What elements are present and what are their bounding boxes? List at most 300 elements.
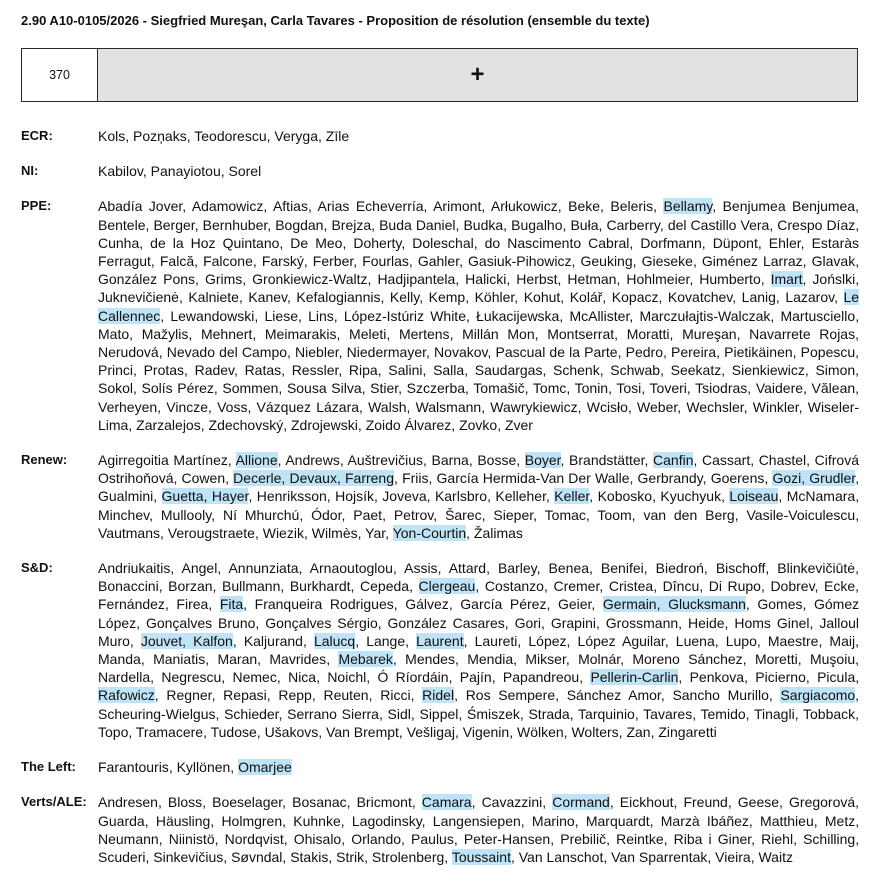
highlighted-names	[525, 452, 561, 468]
member-name: Scheuring-Wielgus	[98, 705, 216, 722]
member-name: Toom	[597, 506, 632, 523]
member-name: Minchev	[98, 506, 150, 523]
member-name: Pozņaks	[133, 128, 187, 144]
member-name: Doleschal	[412, 234, 474, 251]
member-name: Maij	[829, 632, 856, 649]
member-name: Pellerin-Carlin	[590, 669, 679, 686]
member-name: Kuhnke	[293, 812, 341, 829]
member-name: Sorel	[228, 163, 262, 180]
member-name: Agirregoitia Martínez	[98, 452, 228, 469]
member-name: Guarda	[98, 812, 145, 829]
member-name: Weber	[637, 398, 678, 415]
member-name: McAllister	[569, 307, 630, 324]
member-name: Andresen	[98, 794, 158, 811]
member-name: Navarrete Rojas	[749, 325, 856, 342]
member-name: Petrov	[393, 506, 434, 523]
member-name: Grudler	[809, 470, 856, 487]
member-name: Paet	[353, 506, 383, 523]
member-name: Tudose	[210, 723, 257, 740]
member-name: Nevado del Campo	[166, 344, 288, 361]
group-row	[21, 127, 859, 145]
member-name: Śmiszek	[466, 705, 520, 722]
member-name: Metz	[824, 812, 856, 829]
member-name: Peter-Hansen	[463, 830, 551, 847]
member-name: Jońslki	[812, 271, 856, 288]
member-name: Gonçalves Bruno	[145, 614, 256, 631]
member-name: Picula	[817, 669, 856, 686]
member-name: Montserrat	[547, 325, 615, 342]
member-name: Pietikäinen	[724, 344, 793, 361]
member-name: Doherty	[353, 234, 402, 251]
member-name: Sieper	[493, 506, 534, 523]
group-row	[21, 197, 859, 434]
member-name: Decerle	[233, 470, 282, 487]
member-name: Bloss	[167, 794, 203, 811]
member-name: Yar	[365, 524, 386, 541]
member-name: Ní Mhurchú	[222, 506, 300, 523]
member-list: Kabilov, Panayiotou, Sorel	[98, 163, 262, 180]
member-name: Stakis	[290, 848, 329, 865]
member-name: López	[528, 632, 567, 649]
member-name: Henriksson	[256, 488, 327, 505]
member-name: Bellamy	[663, 198, 713, 215]
member-name: Halicki	[465, 271, 507, 288]
member-name: Bonaccini	[98, 578, 159, 595]
member-name: Orlando	[351, 830, 402, 847]
member-name: Eickhout	[619, 794, 674, 811]
member-name: Wcisło	[586, 398, 628, 415]
member-name: Žalimas	[473, 524, 523, 541]
member-name: Wawrykiewicz	[490, 398, 578, 415]
member-name: Buła	[570, 216, 599, 233]
member-name: Tonin	[574, 380, 609, 397]
member-name: Sienkiewicz	[731, 362, 805, 379]
member-name: Crespo Díaz	[777, 216, 856, 233]
member-name: Gerbrandy	[637, 470, 703, 487]
member-name: Kaljurand	[243, 632, 303, 649]
member-name: Temido	[700, 705, 746, 722]
member-name: Paulus	[411, 830, 454, 847]
member-name: Hadjipantela	[377, 271, 456, 288]
member-name: Canfin	[653, 452, 694, 469]
member-name: Farantouris	[98, 759, 169, 776]
member-name: Biedroń	[655, 560, 704, 577]
highlighted-names	[452, 849, 511, 865]
member-name: Kemp	[428, 289, 466, 306]
member-name: Tarquinio	[578, 705, 635, 722]
member-name: Šarec	[445, 506, 482, 523]
highlighted-names	[314, 633, 355, 649]
member-name: Grims	[204, 271, 243, 288]
member-name: Hetman	[567, 271, 617, 288]
member-name: Moratti	[626, 325, 670, 342]
member-name: Bernhuber	[202, 216, 268, 233]
member-name: Penkova	[689, 669, 745, 686]
member-name: Sippel	[419, 705, 459, 722]
member-name: Kobosko	[597, 488, 653, 505]
member-name: Moretti	[754, 651, 798, 668]
member-name: Keller	[554, 488, 590, 505]
group-row	[21, 162, 859, 180]
member-name: Friis	[402, 470, 429, 487]
member-name: Nica	[288, 669, 317, 686]
member-name: Stier	[370, 380, 399, 397]
member-name: Angel	[181, 560, 218, 577]
member-list: Agirregoitia Martínez, Allione, Andrews, Auštrevičius, Barna, Bosse, Boyer, Brandstätter, Canfin, Cassart, Chastel, Cifrová Ostrihoňová, Cowen, Decerle, Devaux, Farreng, Friis, García Hermida-Van Der Walle, Gerbrandy, Goerens, Gozi, Grudler, Gualmini, Guetta, Hayer, Henriksson, Hojsík, Joveva, Karlsbro, Kelleher, Keller, Kobosko, Kyuchyuk, Loiseau, McNamara, Minchev, Mullooly, Ní Mhurchú, Ódor, Paet, Petrov, Šarec, Sieper, Tomac, Toom, van den Berg, Vasile-Voiculescu, Vautmans, Verougstraete, Wiezik, Wilmès, Yar, Yon-Courtin, Žalimas	[98, 452, 860, 541]
member-name: González Casares	[387, 614, 505, 631]
member-name: Niinistö	[168, 830, 215, 847]
member-name: Papandreou	[502, 669, 580, 686]
member-name: Cunha	[98, 234, 140, 251]
group-row	[21, 451, 859, 542]
highlighted-names	[422, 687, 454, 703]
member-name: Toussaint	[451, 848, 511, 865]
member-name: Sokol	[98, 380, 134, 397]
member-name: Riehl	[761, 830, 794, 847]
member-name: Fernández	[98, 596, 165, 613]
member-name: del Castillo Vera	[667, 216, 770, 233]
member-name: Dorfmann	[640, 234, 702, 251]
member-name: Germain	[602, 596, 657, 613]
highlighted-names	[653, 452, 693, 468]
member-name: Ridel	[422, 687, 455, 704]
member-name: Serrano Sierra	[287, 705, 379, 722]
member-name: Zarzalejos	[136, 416, 201, 433]
member-name: Schieder	[224, 705, 279, 722]
member-name: Marquardt	[585, 812, 650, 829]
member-name: Negrescu	[161, 669, 222, 686]
highlighted-names: Guetta, Hayer	[161, 488, 249, 505]
member-name: Schilling	[803, 830, 856, 847]
member-name: Tosi	[616, 380, 642, 397]
member-name: Allione	[235, 452, 278, 469]
member-name: Waitz	[758, 848, 793, 865]
group-name: ECR:	[21, 128, 53, 143]
group-name: The Left:	[21, 759, 76, 775]
member-name: Zoido Álvarez	[365, 416, 452, 433]
member-name: Tomac	[544, 506, 586, 523]
member-name: Kabilov	[98, 163, 143, 180]
member-name: Vázquez Lázara	[256, 398, 360, 415]
group-name: Verts/ALE:	[21, 794, 87, 810]
member-name: Heide	[687, 614, 725, 631]
member-name: Buda Daniel	[379, 216, 456, 233]
member-name: Firea	[176, 596, 209, 613]
group-row	[21, 793, 859, 866]
member-name: Borzan	[168, 578, 213, 595]
member-name: Lupo	[725, 632, 757, 649]
member-name: De Meo	[290, 234, 343, 251]
member-name: Tobback	[803, 705, 856, 722]
vote-count: 370	[22, 49, 98, 101]
member-name: Ratas	[244, 362, 282, 379]
member-name: Auštrevičius	[347, 452, 423, 469]
member-name: Di Rupo	[708, 578, 761, 595]
member-name: Vešligaj	[406, 723, 455, 740]
member-name: López-Istúriz White	[343, 307, 466, 324]
member-name: Riba i Giner	[673, 830, 752, 847]
member-name: Glucksmann	[668, 596, 746, 613]
member-name: Van Lanschot	[518, 848, 604, 865]
member-name: Gomes	[757, 596, 803, 613]
highlighted-names	[236, 452, 278, 468]
member-name: Veryga	[274, 128, 319, 144]
member-name: Hayer	[211, 488, 249, 505]
member-name: Sargiacomo	[780, 687, 856, 704]
member-name: Gori	[514, 614, 542, 631]
member-name: Fourlas	[362, 253, 409, 270]
member-name: Nemec	[232, 669, 277, 686]
member-name: Glavak	[811, 253, 856, 270]
member-name: Loiseau	[729, 488, 779, 505]
member-name: Bosanac	[292, 794, 347, 811]
member-name: Vălean	[811, 380, 856, 397]
member-name: Repp	[278, 687, 312, 704]
member-name: Kelleher	[495, 488, 546, 505]
member-name: Ehler	[768, 234, 801, 251]
member-name: Lazarov	[785, 289, 835, 306]
member-name: Vaidere	[755, 380, 804, 397]
member-name: Vincze	[166, 398, 209, 415]
member-name: Ros Sempere	[465, 687, 556, 704]
member-name: García Hermida-Van Der Walle	[436, 470, 630, 487]
member-name: Falcone	[203, 253, 253, 270]
member-name: Carberry	[606, 216, 660, 233]
member-name: Luena	[675, 632, 715, 649]
member-list: Andresen, Bloss, Boeselager, Bosanac, Bricmont, Camara, Cavazzini, Cormand, Eickhout, Freund, Geese, Gregorová, Guarda, Häusling, Holmgren, Kuhnke, Lagodinsky, Langensiepen, Marino, Marquardt, Marzà Ibáñez, Matthieu, Metz, Neumann, Niinistö, Nordqvist, Ohisalo, Orlando, Paulus, Peter-Hansen, Prebilič, Reintke, Riba i Giner, Riehl, Schilling, Scuderi, Sinkevičius, Søvndal, Stakis, Strik, Strolenberg, Toussaint, Van Lanschot, Van Sparrentak, Vieira, Waitz	[98, 794, 860, 865]
member-name: Lanig	[741, 289, 776, 306]
group-row	[21, 559, 859, 741]
member-name: Düpont	[712, 234, 758, 251]
member-name: Lewandowski	[170, 307, 255, 324]
member-name: Berger	[153, 216, 195, 233]
member-name: Hohlmeier	[626, 271, 690, 288]
member-name: Arnaoutoglou	[309, 560, 393, 577]
member-name: Nerudová	[98, 344, 159, 361]
member-name: Abadía Jover	[98, 198, 183, 215]
member-name: Muşoiu	[809, 651, 856, 668]
highlighted-names	[419, 578, 476, 594]
member-name: Le Callennec	[98, 289, 860, 324]
member-name: Boeselager	[212, 794, 283, 811]
member-name: Assis	[404, 560, 438, 577]
member-name: Jouvet	[140, 632, 183, 649]
member-name: Strolenberg	[371, 848, 445, 865]
vote-result-sign: +	[98, 49, 857, 101]
member-name: Ressler	[291, 362, 339, 379]
member-name: Estaràs Ferragut	[98, 234, 860, 270]
member-name: Maran	[217, 651, 258, 668]
member-name: Gieseke	[641, 253, 693, 270]
member-name: Tsiodras	[695, 380, 748, 397]
member-name: Marczułajtis-Walczak	[639, 307, 771, 324]
member-name: Omarjee	[238, 759, 292, 776]
member-name: Ecke	[824, 578, 856, 595]
member-name: Reintke	[616, 830, 664, 847]
member-name: Maniatis	[153, 651, 206, 668]
member-name: Farreng	[344, 470, 395, 487]
highlighted-names	[393, 525, 466, 541]
member-name: Marzà Ibáñez	[660, 812, 749, 829]
member-name: Meimarakis	[264, 325, 337, 342]
member-name: Verheyen	[98, 398, 158, 415]
member-name: Bugalho	[511, 216, 563, 233]
member-list: Kols, Pozņaks, Teodorescu, Veryga, Zīle	[98, 128, 350, 144]
member-name: van den Berg	[643, 506, 735, 523]
vote-title: 2.90 A10-0105/2026 - Siegfried Mureşan, Carla Tavares - Proposition de résolution (ensemble du texte)	[21, 13, 650, 28]
member-name: Aftias	[272, 198, 308, 215]
member-name: Neumann	[98, 830, 159, 847]
member-name: Ódor	[311, 506, 342, 523]
member-name: Barna	[431, 452, 469, 469]
member-name: Kovatchev	[667, 289, 733, 306]
member-name: Langensiepen	[432, 812, 521, 829]
member-name: Panayiotou	[150, 163, 221, 180]
member-name: Mendia	[467, 651, 514, 668]
member-name: Karlsbro	[434, 488, 488, 505]
member-name: Ripa	[348, 362, 378, 379]
member-name: López Aguilar	[577, 632, 665, 649]
member-name: Tomašič	[473, 380, 525, 397]
member-name: Devaux	[289, 470, 337, 487]
member-name: Beke	[568, 198, 601, 215]
member-name: Matthieu	[760, 812, 814, 829]
highlighted-names	[590, 669, 678, 685]
member-name: Kyuchyuk	[660, 488, 722, 505]
member-name: Łukacijewska	[476, 307, 560, 324]
group-name: Renew:	[21, 452, 68, 468]
member-name: Freund	[683, 794, 728, 811]
member-name: Popescu	[800, 344, 856, 361]
member-name: Vigenin	[462, 723, 510, 740]
member-name: Rafowicz	[98, 687, 155, 704]
member-name: Bosse	[477, 452, 517, 469]
member-name: Van Sparrentak	[611, 848, 708, 865]
member-name: Zdrojewski	[291, 416, 358, 433]
member-name: Pereira	[671, 344, 717, 361]
member-name: Kalfon	[193, 632, 233, 649]
highlighted-names	[220, 596, 243, 612]
member-name: Kopacz	[611, 289, 659, 306]
member-name: Holmgren	[221, 812, 283, 829]
member-name: Häusling	[155, 812, 211, 829]
member-name: Saudargas	[474, 362, 543, 379]
member-name: Lalucq	[313, 632, 356, 649]
member-name: Van Brempt	[326, 723, 399, 740]
member-name: Zingaretti	[658, 723, 717, 740]
member-name: Giménez Larraz	[701, 253, 803, 270]
member-name: Arias Echeverría	[317, 198, 424, 215]
member-name: Cassart	[701, 452, 751, 469]
political-groups-list	[21, 127, 859, 883]
member-name: Sommen	[222, 380, 279, 397]
member-name: Schwab	[610, 362, 661, 379]
member-name: Beleris	[610, 198, 654, 215]
member-name: Mikser	[525, 651, 566, 668]
highlighted-names: Decerle, Devaux, Farreng	[233, 470, 395, 487]
member-name: Walsmann	[415, 398, 482, 415]
member-name: Brejza	[331, 216, 372, 233]
member-name: Tavares	[643, 705, 693, 722]
member-name: Attard	[448, 560, 487, 577]
member-name: Lins	[308, 307, 334, 324]
member-name: Ušakovs	[264, 723, 319, 740]
member-name: Benea	[548, 560, 590, 577]
member-name: Kefalogiannis	[296, 289, 381, 306]
member-name: Wilmès	[311, 524, 358, 541]
member-list: Farantouris, Kyllönen, Omarjee	[98, 759, 292, 776]
member-name: Camara	[421, 794, 472, 811]
member-name: Regner	[166, 687, 212, 704]
member-name: Tomc	[532, 380, 567, 397]
member-name: Novakov	[434, 344, 488, 361]
member-name: Nordqvist	[224, 830, 284, 847]
member-name: Wölken	[516, 723, 564, 740]
member-name: Vasile-Voiculescu	[746, 506, 856, 523]
member-name: Ferber	[312, 253, 354, 270]
member-name: Marino	[531, 812, 575, 829]
member-name: Winkler	[752, 398, 799, 415]
highlighted-names	[338, 651, 392, 667]
member-name: Mertens	[398, 325, 450, 342]
member-name: Adamowicz	[191, 198, 264, 215]
member-name: Cormand	[552, 794, 610, 811]
highlighted-names	[663, 198, 712, 214]
member-name: Zdechovský	[208, 416, 284, 433]
member-name: Kols	[98, 128, 126, 144]
member-name: Nardella	[98, 669, 151, 686]
member-name: Wiezik	[262, 524, 304, 541]
member-name: Joveva	[382, 488, 427, 505]
member-name: Meleti	[349, 325, 387, 342]
member-name: Laureti	[474, 632, 518, 649]
member-name: Kohut	[523, 289, 561, 306]
member-name: Guetta	[161, 488, 204, 505]
member-name: Geier	[557, 596, 592, 613]
member-name: Toveri	[649, 380, 687, 397]
highlighted-names: Germain, Glucksmann	[602, 596, 746, 613]
member-name: Ohisalo	[293, 830, 342, 847]
member-name: Kyllönen	[176, 759, 231, 776]
member-name: Mullooly	[160, 506, 212, 523]
member-name: Kolář	[569, 289, 603, 306]
member-name: Farský	[261, 253, 304, 270]
member-name: Niedermayer	[346, 344, 427, 361]
member-name: Dîncu	[662, 578, 700, 595]
member-name: Mavrides	[269, 651, 327, 668]
member-name: Bricmont	[356, 794, 412, 811]
highlighted-names	[416, 633, 463, 649]
member-name: Sancho Murillo	[672, 687, 769, 704]
member-name: Dobrev	[770, 578, 815, 595]
member-name: Blinkevičiūtė	[777, 560, 856, 577]
member-name: Gálvez	[405, 596, 449, 613]
member-name: Costanzo	[484, 578, 544, 595]
member-name: Noichl	[327, 669, 367, 686]
member-name: Bullmann	[222, 578, 281, 595]
member-name: Mato	[98, 325, 130, 342]
member-name: Benjumea Benjumea	[722, 198, 856, 215]
member-name: Geuking	[580, 253, 633, 270]
member-name: Cepeda	[360, 578, 410, 595]
member-name: García Pérez	[460, 596, 547, 613]
member-name: Simon	[815, 362, 856, 379]
member-name: Mureşan	[682, 325, 737, 342]
member-name: Grossmann	[605, 614, 679, 631]
member-name: Strik	[336, 848, 365, 865]
member-name: Bischoff	[715, 560, 766, 577]
member-name: Bogdan	[275, 216, 324, 233]
